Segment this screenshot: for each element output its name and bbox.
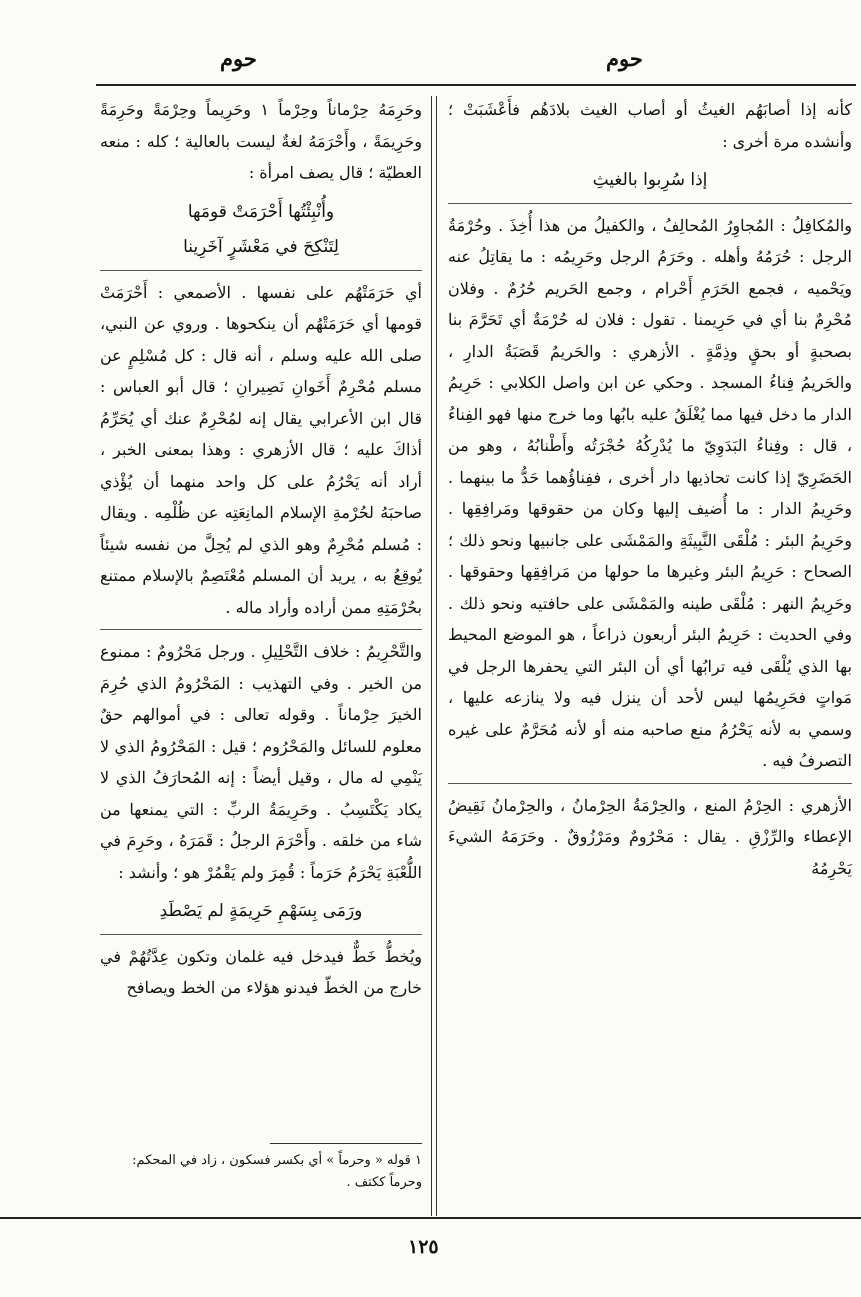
column-divider: [431, 96, 432, 1216]
verse: إذا سُرِبوا بالغيثِ: [592, 170, 708, 190]
paragraph: وحَرِمَهُ حِرْماناً وحِرْماً ١ وحَرِيماً وحِرْمَةً وحَرِمَةً وحَرِيمَةً ، وأَحْرَمَهُ لغةٌ ليست بالعالية ؛ كله : منعه العطيّة ؛ قال يصف امرأة :: [100, 100, 423, 182]
footnote-rule: [270, 1143, 422, 1144]
section-separator: [448, 783, 852, 784]
paragraph: ويُخطُّ خَطٌّ فيدخل فيه غلمان وتكون عِدَّتُهُمْ في خارج من الخطّ فيدنو هؤلاء من الخط ويصافح: [100, 946, 422, 997]
section-separator: [100, 270, 422, 271]
right-column: [448, 94, 852, 884]
paragraph: أي حَرَمَتْهُم على نفسها . الأصمعي : أَحْرَمَتْ قومها أي حَرَمَتْهُم أن ينكحوها . وروي عن النبي، صلى الله عليه وسلم ، أنه قال : كل مُسْلِمٍ عن مسلم مُحْرِمٌ أَخَوانِ نَصِيرانِ ؛ قال أبو العباس : قال ابن الأعرابي يقال إنه لمُحْرِمٌ عنك أي يُحَرِّمُ أذاكَ عليه ؛ قال الأزهري : وهذا بمعنى الخبر ، أراد أنه يَحْرُمُ على كل واحد منهما أن يُؤْذي صاحبَهُ لحُرْمةِ الإسلام المانِعَتِه عن ظُلْمِه . ويقال : مُسلم مُحْرِمٌ وهو الذي لم يُحِلَّ من نفسه شيئاً يُوقِعُ به ، يريد أن المسلم مُعْتَصِمٌ بالإسلام ممتنع بحُرْمَتِهِ ممن أراده وأراد ماله .: [100, 282, 422, 617]
section-separator: [100, 934, 422, 935]
header-rule: [96, 84, 856, 86]
verse: وأُنْبِئْتُها أَحْرَمَتْ قومَها: [187, 201, 335, 222]
section-separator: [100, 629, 422, 630]
verse: ورَمَى بِسَهْمِ حَرِيمَةٍ لم يَصْطَدِ: [159, 901, 363, 921]
page-number: ١٢٥: [408, 1236, 439, 1258]
verse: لِتَنْكِحَ في مَعْشَرٍ آخَرِينا: [183, 237, 339, 257]
footer-rule: [0, 1217, 861, 1219]
footnote: ١ قوله « وحرماً » أي بكسر فسكون ، زاد في المحكم: وحرماً ككتف .: [132, 1153, 422, 1190]
running-head-right: حوم: [606, 46, 643, 71]
section-separator: [448, 203, 852, 204]
left-column: [100, 94, 422, 1004]
column-divider: [436, 96, 437, 1216]
paragraph: والمُكافِلُ : المُجاوِرُ المُحالِفُ ، والكفيلُ من هذا أُخِذَ . وحُرْمَةُ الرجل : حُرَمُهُ وأهله . وحَرَمُ الرجل وحَرِيمُه : ما يقاتِلُ عنه ويَحْميه ، فجمع الحَرَمِ أَحْرام ، وجمع الحَريم حُرُمٌ . وفلان مُحْرِمٌ بنا أي في حَرِيمنا . تقول : فلان له حُرْمَةٌ أي تَحَرَّمَ بنا بصحبةٍ أو بحقٍ وذِمَّةٍ . الأزهري : والحَريمُ قَصَبَةُ الدارِ ، والحَريمُ فِناءُ المسجد . وحكي عن ابن واصل الكلابي : حَرِيمُ الدار ما دخل فيها مما يُغْلَقُ عليه بابُها وما خرج منها فهو الفِناءُ ، قال : وفِناءُ البَدَوِيّ ما يُدْرِكُهُ حُجْرَتُه وأَطْنابُهُ ، وهو من الحَضَرِيّ إذا كانت تحاذيها دار أخرى ، ففِناؤُهما حَدُّ ما بينهما . وحَرِيمُ الدار : ما أُضيف إليها وكان من حقوقها ومَرافِقِها . وحَرِيمُ البئر : مُلْقَى النَّبِيثَةِ والمَمْشَى على جانبيها ونحو ذلك ؛ الصحاح : حَرِيمُ البئر وغيرها ما حولها من مَرافِقِها وحقوقها . وحَرِيمُ النهر : مُلْقَى طينه والمَمْشَى على حافتيه ونحو ذلك . وفي الحديث : حَرِيمُ البئر أربعون ذراعاً ، هو الموضع المحيط بها الذي يُلْقَى فيه ترابُها أي أن البئر التي يحفرها الرجل في مَواتٍ فحَرِيمُها ليس لأحد أن ينزل فيه ولا ينازعه عليها ، وسمي به لأنه يَحْرُمُ منع صاحبه منه أو لأنه مُحَرَّمٌ على غيره التصرفُ فيه .: [448, 215, 852, 770]
paragraph: الأزهري : الحِرْمُ المنع ، والحِرْمَةُ الحِرْمانُ ، والحِرْمانُ نَقِيضُ الإعطاء والرِّزْقِ . يقال : مَحْرُومٌ ومَرْزُوقٌ . وحَرَمَهُ الشيءَ يَحْرِمُهُ: [448, 795, 852, 878]
running-head-left: حوم: [220, 46, 257, 71]
paragraph: كأنه إذا أصابَهُم الغيثُ أو أصاب الغيث بلادَهُم فأَعْشَبَتْ ؛ وأنشده مرة أخرى :: [448, 100, 852, 151]
paragraph: والتَّحْرِيمُ : خلاف التَّحْلِيلِ . ورجل مَحْرُومٌ : ممنوع من الخير . وفي التهذيب : المَحْرُومُ الذي حُرِمَ الخيرَ حِرْماناً . وقوله تعالى : في أموالهم حقٌ معلوم للسائل والمَحْرُوم ؛ قيل : المَحْرُومُ الذي لا يَنْمِي له مال ، وقيل أيضاً : إنه المُحارَفُ الذي لا يكاد يَكْتَسِبُ . وحَرِيمَةُ الربِّ : التي يمنعها من شاء من خلقه . وأَحْرَمَ الرجلُ : قَمَرَهُ ، وحَرِمَ في اللُّعْبَةِ يَحْرَمُ حَرَماً : قُمِرَ ولم يَقْمُرْ هو ؛ وأنشد :: [100, 642, 422, 882]
